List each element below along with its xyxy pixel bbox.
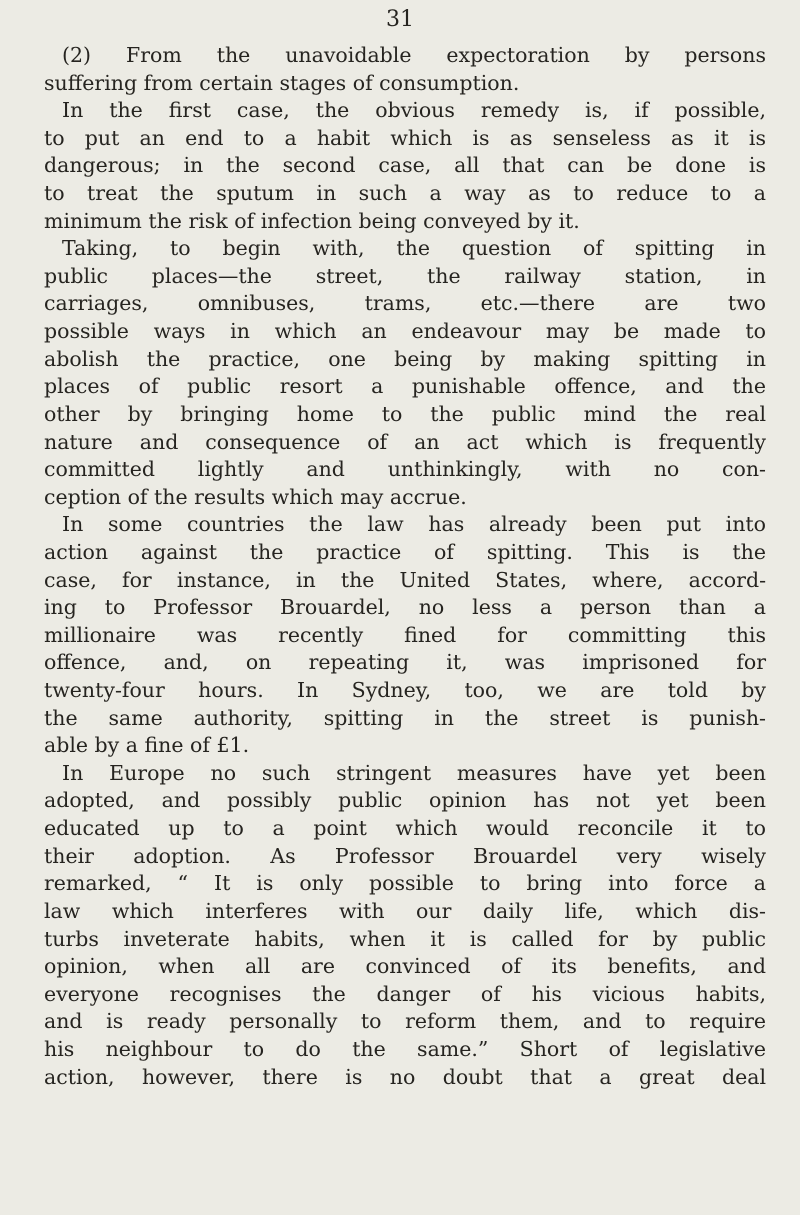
text-line: other by bringing home to the public mind the real [44,401,766,426]
text-line: opinion, when all are convinced of its benefits, and [44,954,766,979]
text-line: In the first case, the obvious remedy is, if possible, [62,98,766,123]
text-line: In Europe no such stringent measures have yet been [62,760,766,785]
text-line: offence, and, on repeating it, was imprisoned for [44,650,766,675]
body-text [44,42,766,1091]
text-line: adopted, and possibly public opinion has not yet been [44,788,766,813]
text-line: action, however, there is no doubt that a great deal [44,1064,766,1089]
text-line: places of public resort a punishable offence, and the [44,374,766,399]
text-line: the same authority, spitting in the street is punish- [44,705,766,730]
text-line: millionaire was recently fined for committing this [44,622,766,647]
text-line: carriages, omnibuses, trams, etc.—there are two [44,291,766,316]
text-line: to put an end to a habit which is as senseless as it is [44,125,766,150]
text-line: able by a fine of £1. [44,733,250,758]
text-line: case, for instance, in the United States, where, accord- [44,567,766,592]
text-line: nature and consequence of an act which is frequently [44,429,766,454]
text-line: law which interferes with our daily life, which dis- [44,898,766,923]
text-line: and is ready personally to reform them, and to require [44,1009,766,1034]
text-line: ing to Professor Brouardel, no less a person than a [44,595,766,620]
text-line: everyone recognises the danger of his vicious habits, [44,981,766,1006]
text-line: their adoption. As Professor Brouardel very wisely [44,843,766,868]
text-line: turbs inveterate habits, when it is called for by public [44,926,766,951]
text-line: ception of the results which may accrue. [44,484,467,509]
text-line: committed lightly and unthinkingly, with no con- [44,457,766,482]
text-line: educated up to a point which would reconcile it to [44,816,766,841]
text-line: his neighbour to do the same.” Short of legislative [44,1036,766,1061]
text-line: (2) From the unavoidable expectoration by persons [62,43,766,67]
text-line: In some countries the law has already been put into [62,512,766,537]
text-line: dangerous; in the second case, all that can be done is [44,153,766,178]
text-line: minimum the risk of infection being conveyed by it. [44,208,580,233]
text-line: remarked, “ It is only possible to bring into force a [44,871,766,896]
page-number: 31 [386,7,414,32]
text-line: Taking, to begin with, the question of spitting in [62,236,766,261]
text-line: to treat the sputum in such a way as to reduce to a [44,181,766,206]
text-line: suffering from certain stages of consumption. [44,70,520,95]
text-line: action against the practice of spitting. This is the [44,539,766,564]
text-line: possible ways in which an endeavour may be made to [44,319,766,344]
text-line: public places—the street, the railway station, in [44,263,766,288]
text-line: twenty-four hours. In Sydney, too, we are told by [44,678,766,703]
text-line: abolish the practice, one being by making spitting in [44,346,766,371]
